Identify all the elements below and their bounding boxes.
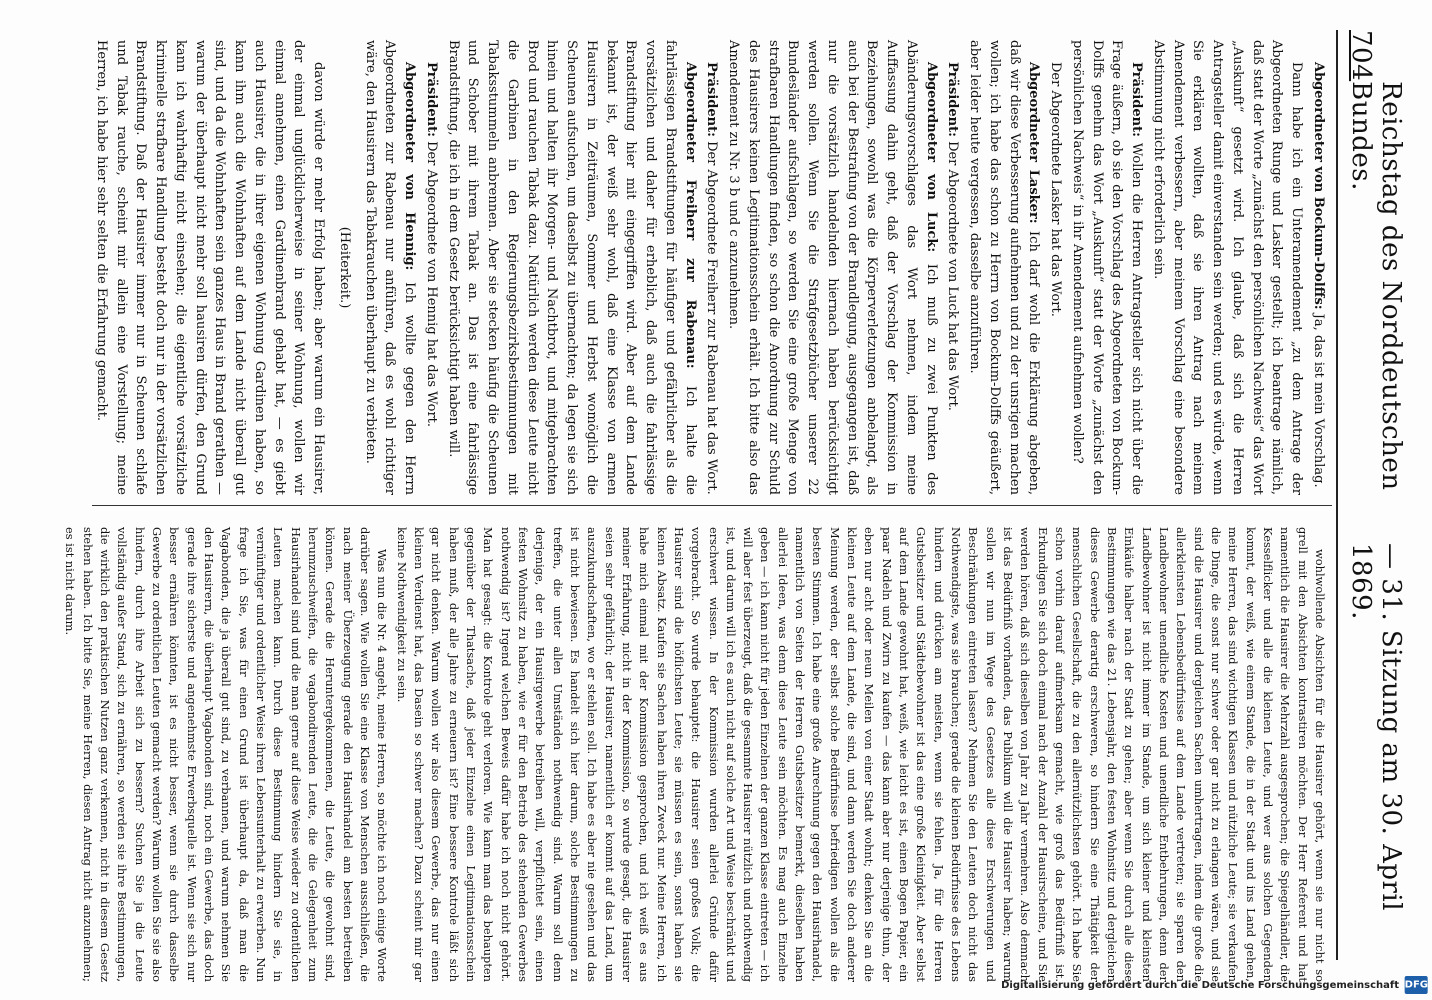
speaker-name: Präsident: [945,62,961,137]
paragraph-text: Der Abgeordnete Lasker hat das Wort. [1048,62,1064,317]
paragraph [421,40,441,495]
paragraph-text: Ja, das ist mein Vorschlag. [1311,313,1326,488]
speaker-name: Abgeordneter Freiherr zur Rabenau: [682,62,698,369]
header-rule [1336,30,1338,960]
speaker-name: Präsident: [424,62,439,137]
paragraph-text: Der Abgeordnete von Luck hat das Wort. [945,141,961,411]
dfg-logo: DFG [1405,976,1428,994]
paragraph [1308,40,1328,495]
dfg-watermark [1000,974,1428,996]
paragraph-text: Ich halte die fahrlässigen Brandstiftungen für häufiger und gefährlicher als die vorsätzlichen und daher für erheblich, daß auch die fahrlässige Brandstiftung hier mit eingegriffen wird. Aber auf dem Lande bekannt ist, der weiß sehr wohl, daß eine Klasse von armen Hausirern in Zeiträumen, Sommer und Herbst womöglich die Scheunen aufsuchen, um daselbst zu übernachten; da legen sie sich hinein und halten ihr Morgen- und Nachtbrot, und mitgebrachten Brod und rauchen Tabak dazu. Natürlich werden diese Leute nicht die Garbinen in den Regierungsbezirksbestimmungen mit Tabaksstummeln anbrennen. Aber sie stecken häufig die Scheunen und Schober mit ihrem Tabak an. Das ist eine fahrlässige Brandstiftung, die ich in dem Gesetz berücksichtigt haben will. [445,40,698,495]
paragraph [1148,40,1306,495]
paragraph [61,527,390,982]
paragraph-text: Was nun die Nr. 4 angeht, meine Herren, so möchte ich noch einige Worte darüber sagen. Wie wollen Sie eine Klasse von Menschen ausschließen, die nach meiner Überzeugung gerade den Hausirhandel am besten betreiben können. Gerade die Heruntergekommenen, die Leute, die gewohnt sind, herumzuschweifen, die vagabondirenden Leute, die die Gelegenheit zum Hausirhandel sind und die man gerne auf diese Weise wieder zu ordentlichen Leuten machen kann. Durch diese Bestimmung hindern Sie sie, in vernünftiger und ordentlicher Weise ihren Lebensunterhalt zu erwerben. Nun frage ich Sie, was für einen Grund ist überhaupt da, daß man die Vagabonden, die ja überall gut sind, zu verbannen, und warum nehmen Sie den Hausirern, die überhaupt Vagabonden sind, noch ein Gewerbe, das doch gerade ihre sicherste und angenehmste Erwerbsquelle ist. Wenn sie sich nur besser ernähren könnten, ist es nicht besser, wenn sie durch dasselbe Gewerbe zu ordentlichen Leuten gemacht werden? Warum wollen Sie sie also hindern, durch ihre Arbeit sich zu bessern? Suchen Sie ja die Leute vollständig außer Stand, sich zu ernähren, so werden sie ihre Bestimmungen, die wirklich den praktischen Nutzen ganz verkennen, nicht in diesem Gesetz stehen haben. Ich bitte Sie, meine Herren, diesen Antrag nicht anzunehmen; es ist nicht darum. [63,527,390,982]
paragraph [1067,40,1146,495]
speaker-name: Abgeordneter von Luck: [923,62,939,253]
paragraph-text: Der Abgeordnete Freiherr zur Rabenau hat das Wort. [704,141,720,495]
left-column [89,40,1328,495]
header-title: Reichstag des Norddeutschen Bundes. [1346,81,1406,491]
page-header [1346,30,1406,940]
column-divider [92,505,1332,506]
paragraph [724,40,941,495]
speaker-name: Präsident: [1129,62,1145,137]
header-session: — 31. Sitzung am 30. April 1869. [1346,543,1406,912]
paragraph [392,527,1328,982]
dfg-credit: Digitalisierung gefördert durch die Deutsche Forschungsgemeinschaft [1000,979,1399,991]
speaker-name: Abgeordneter von Bockum-Dolffs: [1311,62,1326,310]
paragraph-text: wohlwollende Absichten für die Hausirer gehört, wenn sie nur nicht so grell mit den Absichten kontrastiren möchten. Der Herr Referent und hat namentlich die Hausirer die Mehrzahl ausgesprochen; die Spiegelhändler, die Kesselflicker und alle die kleinen Leute, und wer aus solchen Gegenden kommt, der weiß, wie einem Stande, die in der Stadt und ins Land gehen, meine Herren, das sind wichtigen Klassen und nützliche Leute; sie verkaufen die Dinge, die sonst nur schwer oder gar nicht zu erlangen wären, und sie sind die Hausirer und dergleichen Sachen umhertragen, indem die große die allerkleinsten Lebensbedürfnisse auf dem Lande vertreten; sie sparen den Landbewohner unendliche Kosten und unendliche Entbehrungen, denn der Landbewohner ist nicht immer im Stande, um sich kleiner und kleinsten Einkäufe halber nach der Stadt zu gehen; aber wenn Sie durch alle diese Bestimmungen wie das 21. Lebensjahr, den festen Wohnsitz und dergleichen dieses Gewerbe derartig erschweren, so hindern Sie eine Thätigkeit der menschlichen Gesellschaft, die zu den allernützlichsten gehört. Ich habe Sie schon vorhin darauf aufmerksam gemacht, wie groß das Bedürfniß ist. Erkundigen Sie sich doch einmal nach der Anzahl der Hausirscheine, und Sie werden hören, daß sich dieselben von Jahr zu Jahr vermehren. Also demnach ist das Bedürfniß vorhanden, das Publikum will die Hausirer haben; warum sollen wir nun im Wege des Gesetzes alle diese Erschwerungen und Beschränkungen eintreten lassen? Nehmen Sie den Leuten doch nicht das Nothwendigste, was sie brauchen; gerade die kleinen Bedürfnisse des Lebens hindern und drücken am meisten, wenn sie fehlen. Ja, für die Herren Gutsbesitzer und Städtebewohner ist das eine große Kleinigkeit. Aber selbst auf dem Lande gewohnt hat, weiß, wie leicht es ist, einen Bogen Papier, ein paar Nadeln und Zwirn zu kaufen — das kann aber nur derjenige thun, der eben nur acht oder neun Meilen von einer Stadt wohnt; denken Sie an die kleinen Leute auf dem Lande, die sind, und dann werden Sie doch anderer Meinung werden, der selbst solche Bedürfnisse befriedigen wollen als die besten Stimmen. Ich habe eine große Anrechnung gegen den Hausirhandel, namentlich von Seiten der Herren Gutsbesitzer bemerkt, dieselben haben allerlei Ideen, was denn diese Leute sein möchten. Es mag auch Einzelne geben — ich kann nicht für jeden Einzelnen der ganzen Klasse eintreten — ich will aber fest überzeugt, daß die gesammte Hausirer nützlich und nothwendig ist, und darum will ich es auch nicht auf solche Art und Weise beschränkt und erschwert wissen. In der Kommission wurden allerlei Gründe dafür vorgebracht. So wurde behauptet: die Hausirer seien großes Volk; die Hausirer sind die höflichsten Leute; sie müssen es sein, sonst haben sie keinen Absatz. Kaufen sie Sachen haben ihren Zweck nur. Meine Herren, ich habe mich einmal mit der Kommission gesprochen, und ich weiß es aus meiner Erfahrung, nicht in der Kommission, so wurde gesagt, die Hausirer seien sehr gefährlich; der Hausirer, namentlich er kommt auf das Land, um auszukundschaften, wo er stehlen soll. Ich habe es aber nie gesehen und das ist nicht bewiesen. Es handelt sich hier darum, solche Bestimmungen zu treffen, die unter allen Umständen nothwendig sind. Warum soll denn derjenige, der ein Hausirgewerbe betreiben will, verpflichtet sein, einen festen Wohnsitz zu haben, wie er für den Betrieb des stehenden Gewerbes nothwendig ist? Irgend welchen Beweis dafür habe ich noch nicht gehört. Man hat gesagt: die Kontrole geht verloren. Wie kann man das behaupten gegenüber der Thatsache, daß jeder Einzelne einen Legitimationsschein haben muß, der alle Jahre zu erneuern ist? Eine bessere Kontrole läßt sich gar nicht denken. Warum wollen wir also diesem Gewerbe, das nur einen kleinen Verdienst hat, das Dasein so schwer machen? Dazu scheint mir gar keine Nothwendigkeit zu sein. [394,527,1327,982]
paragraph [702,40,722,495]
paragraph-text: Wollen die Herren Antragsteller sich nicht über die Frage äußern, ob sie den Vorschlag des Abgeordneten von Bockum-Dolffs genehm das Wort „Auskunft“ statt der Worte „zunächst den persönlichen Nachweis“ in ihr Amendement aufnehmen wollen? [1070,40,1145,495]
paragraph-text: Ich darf wohl die Erklärung abgeben, daß wir diese Verbesserung aufnehmen und zu der unsrigen machen wollen; ich habe das schon zu Herrn von Bockum-Dolffs geäußert, aber leider heute vergessen, dasselbe anzuführen. [967,40,1042,495]
paragraph-text: Der Abgeordnete von Hennig hat das Wort. [424,141,439,428]
speaker-name: Abgeordneter Lasker: [1026,62,1042,224]
right-column [59,527,1328,982]
page-number: 704 [1346,30,1376,82]
paragraph [360,40,419,495]
paragraph-text: davon würde er mehr Erfolg haben; aber warum ein Hausirer, der einmal unglücklicherweise in seiner Wohnung, wollen wir einmal annehmen, einen Gardinenbrand gehabt hat, — es giebt auch Hausirer, die in ihrer eigenen Wohnung Gardinen haben, so kann ihm auch die Wohnhaften auf dem Lande nicht überall gut sind, und da die Wohnhaften sein ganzes Haus in Brand gerathen — warum der überhaupt nicht mehr soll hausiren dürfen, den Grund kann ich wahrhaftig nicht einsehen; die eigentliche vorsätzliche kriminelle strafbare Handlung besteht doch nur in der vorsätzlichen Brandstiftung. Daß der Hausirer immer nur in Scheunen schlafe und Tabak rauche, scheint mir allein eine Vorstellung; meine Herren, ich habe hier sehr selten die Erfahrung gemacht. [94,40,327,495]
paragraph [943,40,963,495]
paragraph [1046,40,1066,495]
speaker-name: Abgeordneter von Hennig: [402,62,418,271]
paragraph [443,40,700,495]
paragraph-text: Ich wollte gegen den Herrn Abgeordneten zur Rabenau nur anführen, daß es wohl richtiger wäre, den Hausirern das Tabakrauchen überhaupt zu verbieten. [362,40,418,495]
paragraph-text: Ich muß zu zwei Punkten des Abänderungsvorschlages das Wort nehmen, indem meine Auffassung dahin geht, daß der Vorschlag der Kommission in Beziehungen, sowohl was die Körperverletzungen anbelangt, als auch bei der Bestrafung von der Brandlegung, ausgegangen ist, daß nur die vorsätzlich handelnden hiernach haben berücksichtigt werden sollen. Wenn Sie die Strafgesetzbücher unserer 22 Bundesländer aufschlagen, so werden Sie eine große Menge von strafbaren Handlungen finden, so schon die Anordnung zur Schuld des Hausirers keinen Legitimationsschein erhält. Ich bitte also das Amendement zu Nr. 3 b und c anzunehmen. [726,40,939,495]
paragraph [91,40,328,495]
paragraph [965,40,1044,495]
paragraph [334,40,354,495]
speaker-name: Präsident: [704,62,720,137]
paragraph-text: Dann habe ich ein Unteramendement „zu dem Antrage der Abgeordneten Runge und Lasker gestellt; ich beantrage nämlich, daß statt der Worte „zunächst den persönlichen Nachweis“ das Wort „Auskunft“ gesetzt wird. Ich glaube, daß sich die Herren Antragsteller damit einverstanden sein werden; und es würde, wenn Sie erklären wollten, daß sie ihren Antrag nach meinem Amendement verbessern, aber meinem Vorschlag eine besondere Abstimmung nicht erforderlich sein. [1151,40,1305,495]
paragraph-text: (Heiterkeit.) [337,226,352,309]
